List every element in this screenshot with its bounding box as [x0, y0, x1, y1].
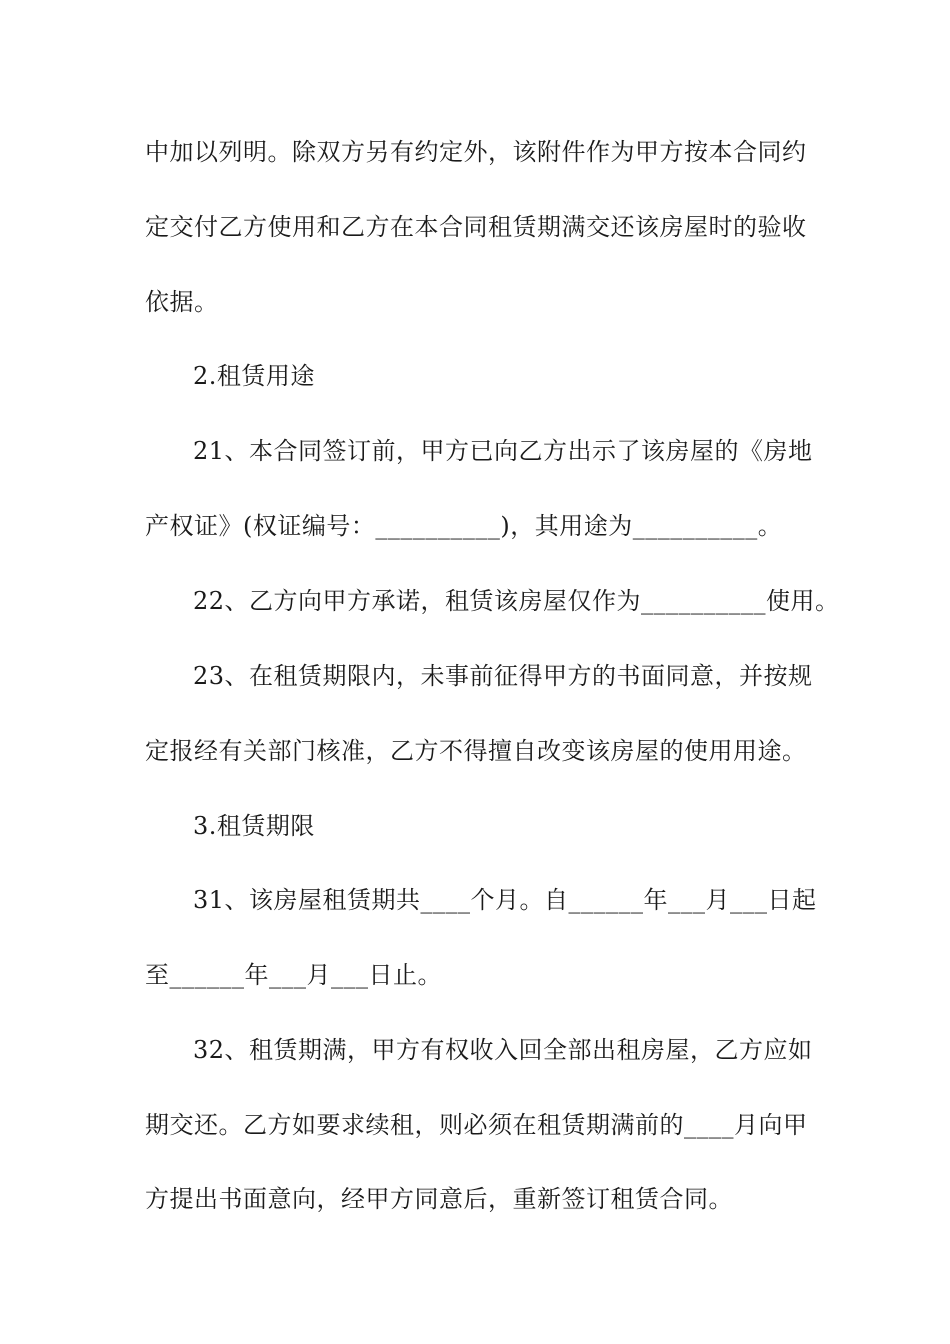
paragraph-line: 22、乙方向甲方承诺，租赁该房屋仅作为__________使用。 [193, 587, 840, 615]
paragraph-line: 产权证》(权证编号：__________)，其用途为__________。 [145, 512, 783, 540]
paragraph-line: 定交付乙方使用和乙方在本合同租赁期满交还该房屋时的验收 [145, 213, 807, 241]
paragraph-line: 31、该房屋租赁期共____个月。自______年___月___日起 [193, 886, 817, 914]
section-heading: 3.租赁期限 [193, 812, 315, 840]
section-heading: 2.租赁用途 [193, 362, 315, 390]
paragraph-line: 方提出书面意向，经甲方同意后，重新签订租赁合同。 [145, 1185, 733, 1213]
paragraph-line: 21、本合同签订前，甲方已向乙方出示了该房屋的《房地 [193, 437, 813, 465]
paragraph-line: 期交还。乙方如要求续租，则必须在租赁期满前的____月向甲 [145, 1111, 808, 1139]
paragraph-line: 32、租赁期满，甲方有权收入回全部出租房屋，乙方应如 [193, 1036, 813, 1064]
paragraph-line: 至______年___月___日止。 [145, 961, 442, 989]
paragraph-line: 中加以列明。除双方另有约定外，该附件作为甲方按本合同约 [145, 138, 807, 166]
paragraph-line: 依据。 [145, 288, 219, 316]
paragraph-line: 23、在租赁期限内，未事前征得甲方的书面同意，并按规 [193, 662, 813, 690]
paragraph-line: 定报经有关部门核准，乙方不得擅自改变该房屋的使用用途。 [145, 737, 807, 765]
